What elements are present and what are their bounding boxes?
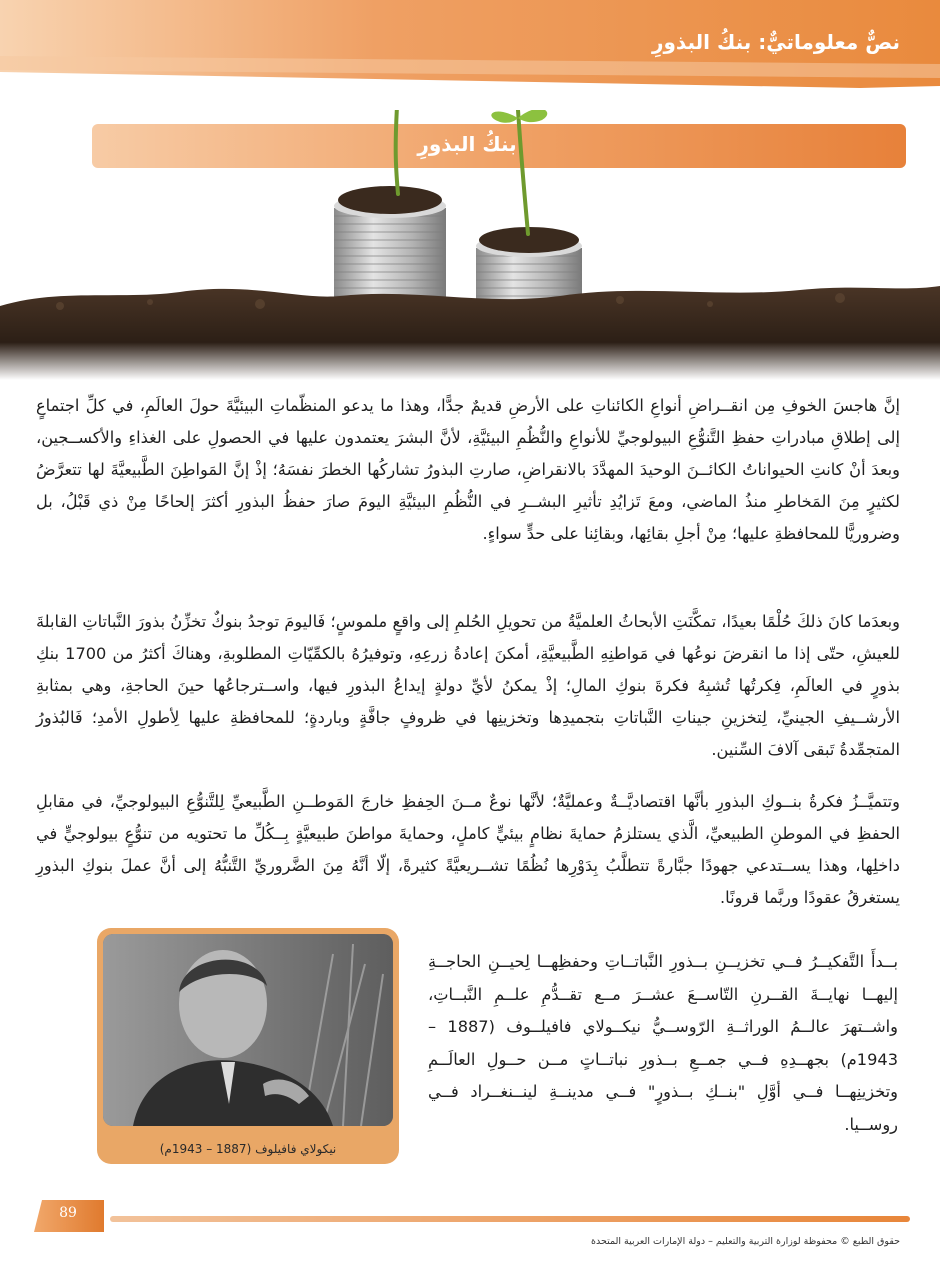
paragraph-1: إنَّ هاجسَ الخوفِ مِن انقــراضِ أنواعِ الكائناتِ على الأرضِ قديمٌ جدًّا، وهذا ما يدعو المنظّماتِ البيئيَّةَ حولَ العالَمِ، في كلِّ اجتماعٍ إلى إطلاقِ مبادراتِ حفظِ التَّنوُّعِ البيولوجيِّ للأنواعِ والنُّظُمِ البيئيَّةِ، لأنَّ البشرَ يعتمدون عليها في الحصولِ على الغذاءِ والأكســجين، وبعدَ أنْ كانتِ الحيواناتُ الكائــنَ الوحيدَ المهدَّدَ بالانقراضِ، صارتِ البذورُ تشاركُها الخطرَ نفسَهُ؛ إذْ إنَّ المَواطِنَ الطَّبيعيَّةَ لها تتعرَّضُ لكثيرٍ مِنَ المَخاطرِ منذُ الماضي، ومعَ تَزايُدِ تأثيرِ البشــرِ في النُّظُمِ البيئيَّةِ اليومَ صارَ حفظُ البذورِ أكثرَ إلحاحًا مِنْ ذي قَبْلُ، بل وضروريًّا للمحافظةِ عليها؛ مِنْ أجلِ بقائِها، وبقائِنا على حدٍّ سواءٍ. (36, 396, 900, 544)
copyright-notice: حقوق الطبع © محفوظة لوزارة التربية والتعليم – دولة الإمارات العربية المتحدة (591, 1236, 900, 1247)
figure-caption: نيكولاي فافيلوف (1887 – 1943م) (159, 1142, 337, 1156)
footer-rule (110, 1214, 910, 1224)
vavilov-figure (97, 928, 399, 1164)
paragraph-4: بــدأَ التَّفكيــرُ فــي تخزيــنِ بــذورِ النَّباتــاتِ وحفظِهــا لِحيــنِ الحاجــةِ إليهــا نهايــةَ القــرنِ التّاســعَ عشــرَ مــع تقــدُّمِ علــمِ النَّبــاتِ، واشــتهرَ عالــمُ الوراثــةِ الرّوســيُّ نيكــولاي فافيلــوف (1887 – 1943م) بجهــدِهِ فــي جمــعِ بــذورِ نباتــاتٍ مــن حــولِ العالَــمِ وتخزينِهــا فــي أوَّلِ "بنــكِ بــذورٍ" فــي مدينــةِ لينــنغــراد فــي روســيا. (428, 952, 898, 1134)
page-number: 89 (59, 1205, 77, 1221)
vavilov-portrait (103, 934, 393, 1126)
section-banner-title: بنكُ البذورِ (417, 132, 517, 156)
paragraph-2: وبعدَما كانَ ذلكَ حُلْمًا بعيدًا، تمكَّنَتِ الأبحاثُ العلميَّةُ من تحويلِ الحُلمِ إلى واقعٍ ملموسٍ؛ فَاليومَ توجدُ بنوكٌ تخزِّنُ بذورَ النَّباتاتِ القابلةَ للعيشِ، حتّى إذا ما انقرضَ نوعُها في مَواطنِهِ الطَّبيعيَّةِ، أمكنَ إعادةُ زرعِهِ، وتوفيرُهُ بالكمِّيّاتِ المطلوبةِ، وهناكَ أكثرُ من 1700 بنكِ بذورٍ في العالَمِ، فِكرتُها تُشبِهُ فكرةَ بنوكِ المالِ؛ إذْ يمكنُ لأيِّ دولةٍ إيداعُ البذورِ فيها، واســترجاعُها حينَ الحاجةِ، وهي بمثابةِ الأرشــيفِ الجينيِّ، لِتخزينِ جيناتِ النَّباتاتِ بتجميدِها وتخزينِها في ظروفٍ جافَّةٍ وباردةٍ؛ للمحافظةِ عليها لِأطولِ الأمدِ؛ فَالبُذورُ المتجمِّدةُ تَبقى آلافَ السِّنين. (36, 612, 900, 760)
paragraph-3: وتتميَّــزُ فكرةُ بنــوكِ البذورِ بأنَّها اقتصاديَّــةٌ وعمليَّةٌ؛ لأنَّها نوعٌ مــنَ الحِفظِ خارجَ المَوطــنِ الطَّبيعيِّ لِلتَّنوُّعِ البيولوجيِّ، في مقابلِ الحفظِ في الموطنِ الطبيعيِّ، الَّذي يستلزمُ حمايةَ نظامٍ بيئيٍّ كاملٍ، وحمايةَ مواطنَ طبيعيَّةٍ بِــكُلِّ ما تحتويه من تنوُّعٍ بيولوجيٍّ في داخلِها، وهذا يســتدعي جهودًا جبَّارةً تتطلَّبُ بِدَوْرِها نُظُمًا تشــريعيَّةً كثيرةً، إلّا أنَّهُ مِنَ الضَّروريِّ التَّنبُّهُ إلى أنَّ عملَ بنوكِ البذورِ يستغرقُ عقودًا وربَّما قرونًا. (36, 792, 900, 908)
chapter-title: نصٌّ معلوماتيٌّ: بنكُ البذورِ (651, 30, 900, 54)
